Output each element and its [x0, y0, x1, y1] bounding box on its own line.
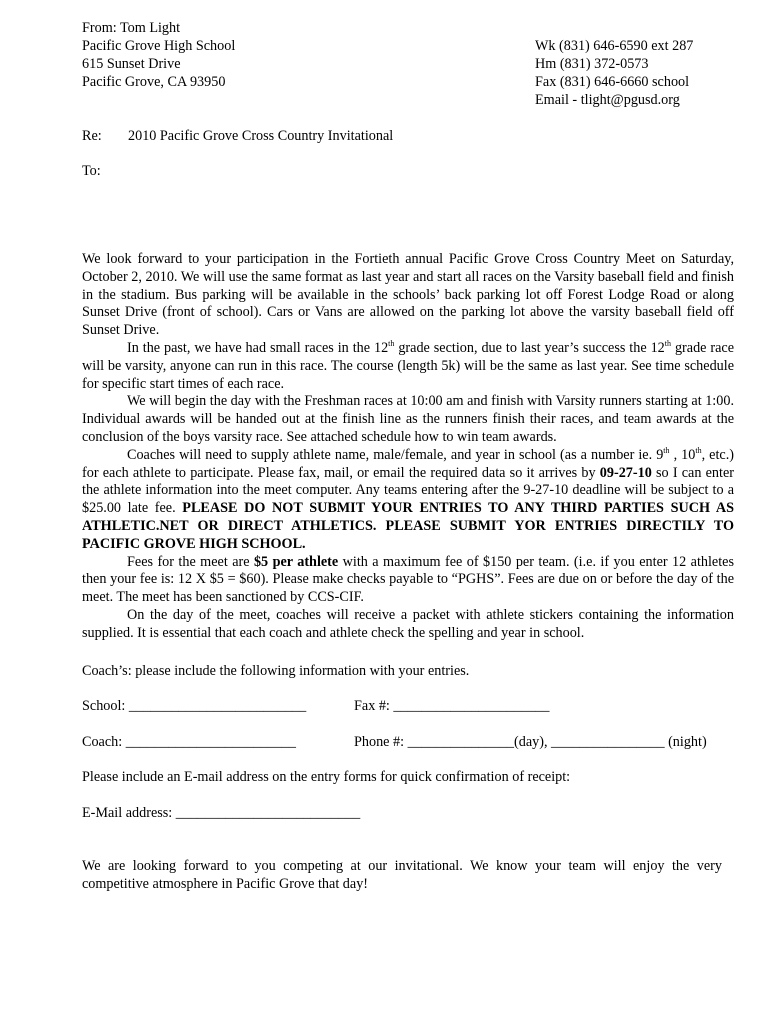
form-intro: Coach’s: please include the following information with your entries.: [82, 663, 470, 679]
paragraph-fees: Fees for the meet are $5 per athlete with a maximum fee of $150 per team. (i.e. if you enter 12 athletes then your fee is: 12 X $5 = $60). Please make checks payable to “PGHS”. Fees are due on or before the day of the meet. The meet has been sanctioned by CCS-CIF.: [82, 553, 734, 606]
contact-fax: Fax (831) 646-6660 school: [535, 74, 690, 90]
paragraph-races: In the past, we have had small races in the 12th grade section, due to last year’s success the 12th grade race will be varsity, anyone can run in this race. The course (length 5k) will be the same as last year. See time schedule for specific start times of each race.: [82, 338, 735, 392]
email-note: Please include an E-mail address on the entry forms for quick confirmation of receipt:: [82, 769, 571, 785]
to-label: To:: [82, 163, 101, 179]
sender-city: Pacific Grove, CA 93950: [82, 74, 226, 90]
re-label: Re:: [82, 128, 102, 144]
phone-field: Phone #: _______________(day), ________________ (night): [354, 734, 707, 750]
sender-school: Pacific Grove High School: [82, 38, 236, 54]
contact-email: Email - tlight@pgusd.org: [535, 92, 680, 108]
contact-work-phone: Wk (831) 646-6590 ext 287: [535, 38, 694, 54]
sender-street: 615 Sunset Drive: [82, 56, 181, 72]
fax-field: Fax #: ______________________: [354, 698, 550, 714]
email-field: E-Mail address: __________________________: [82, 805, 361, 821]
contact-home-phone: Hm (831) 372-0573: [535, 56, 649, 72]
closing-paragraph: We are looking forward to you competing at our invitational. We know your team will enjoy the very competitive atmosphere in Pacific Grove that day!: [82, 858, 722, 892]
paragraph-meet-day: On the day of the meet, coaches will receive a packet with athlete stickers containing the information supplied. It is essential that each coach and athlete check the spelling and year in school.: [82, 606, 734, 641]
paragraph-schedule: We will begin the day with the Freshman races at 10:00 am and finish with Varsity runners starting at 1:00. Individual awards will be handed out at the finish line as the runners finish their races, and team awards at the conclusion of the boys varsity race. See attached schedule how to win team awards.: [82, 393, 734, 445]
school-field: School: _________________________: [82, 698, 307, 714]
sender-from: From: Tom Light: [82, 20, 181, 36]
letter-body: [82, 251, 734, 643]
coach-field: Coach: ________________________: [82, 734, 296, 750]
paragraph-intro: We look forward to your participation in the Fortieth annual Pacific Grove Cross Country Meet on Saturday, October 2, 2010. We will use the same format as last year and start all races on the Varsity baseball field and finish in the stadium. Bus parking will be available in the schools’ back parking lot off Forest Lodge Road or along Sunset Drive (front of school). Cars or Vans are allowed on the parking lot above the varsity baseball field off Sunset Drive.: [82, 251, 734, 339]
paragraph-entries: Coaches will need to supply athlete name, male/female, and year in school (as a number ie. 9th , 10th, etc.) for each athlete to participate. Please fax, mail, or email the required data so it arrives by 09-27-10 so I can enter the athlete information into the meet computer. Any teams entering after the 9-27-10 deadline will be subject to a $25.00 late fee. PLEASE DO NOT SUBMIT YOUR ENTRIES TO ANY THIRD PARTIES SUCH AS ATHLETIC.NET OR DIRECT ATHLETICS. PLEASE SUBMIT YOR ENTRIES DIRECTILY TO PACIFIC GROVE HIGH SCHOOL.: [82, 445, 734, 552]
re-subject: 2010 Pacific Grove Cross Country Invitational: [128, 128, 394, 144]
